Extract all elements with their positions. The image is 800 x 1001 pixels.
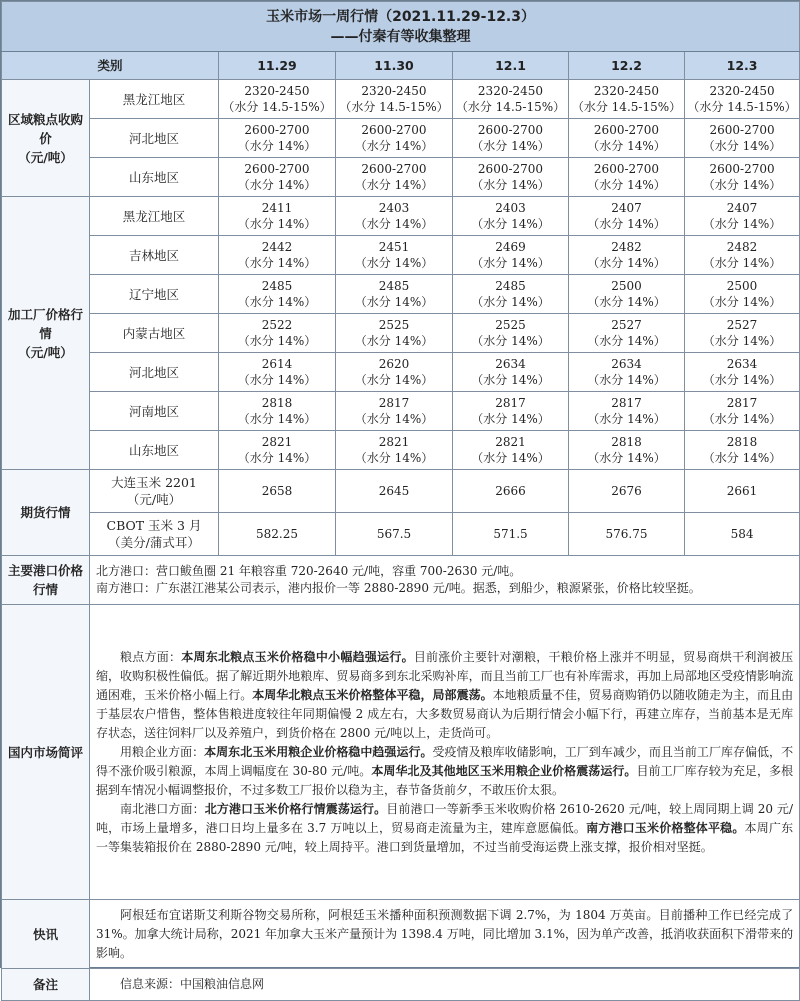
moisture-note: （水分 14%） [237,373,317,387]
futures-value: 582.25 [219,513,336,556]
header-date: 12.1 [453,52,569,80]
price-row [2,119,800,158]
header-row [2,52,800,80]
price-cell [453,119,569,158]
price-cell [569,275,685,314]
price-value: 2614 [261,357,293,371]
price-row [2,314,800,353]
note-text: 信息来源：中国粮油信息网 [120,977,265,991]
moisture-note: （水分 14.5-15%） [339,100,449,114]
region-name: 黑龙江地区 [90,197,219,236]
futures-value: 567.5 [336,513,453,556]
price-value: 2320-2450 [477,84,544,98]
moisture-note: （水分 14%） [587,295,666,309]
regional-purchase-label [2,80,90,197]
price-cell [453,197,569,236]
futures-value: 576.75 [569,513,685,556]
moisture-note: （水分 14%） [587,334,666,348]
moisture-note: （水分 14%） [471,178,550,192]
moisture-note: （水分 14%） [354,373,434,387]
market-paragraph-enterprises [96,743,793,800]
price-value: 2500 [726,279,758,293]
moisture-note: （水分 14%） [587,178,666,192]
futures-label: 期货行情 [2,470,90,556]
price-value: 2600-2700 [477,162,544,176]
moisture-note: （水分 14.5-15%） [455,100,566,114]
futures-name [90,470,219,513]
price-value: 2600-2700 [593,162,660,176]
report-table [1,1,800,1001]
price-cell [219,314,336,353]
price-cell [569,236,685,275]
title-main: 玉米市场一周行情（2021.11.29-12.3） [266,8,535,25]
factory-price-label-line1: 加工厂价格行情 [7,306,83,341]
price-row [2,158,800,197]
price-value: 2600-2700 [361,123,427,137]
price-value: 2817 [726,396,758,410]
regional-purchase-label-line2: （元/吨） [18,149,73,165]
price-cell [219,80,336,119]
price-value: 2320-2450 [709,84,775,98]
futures-value: 2666 [453,470,569,513]
price-cell [336,236,453,275]
price-cell [336,197,453,236]
futures-value: 584 [685,513,800,556]
futures-name-line2: （元/吨） [126,492,182,507]
note-content [90,969,800,1001]
price-cell [336,431,453,470]
price-cell [569,431,685,470]
futures-value: 2658 [219,470,336,513]
header-date: 11.30 [336,52,453,80]
price-value: 2411 [261,201,293,215]
factory-price-label [2,197,90,470]
moisture-note: （水分 14%） [471,295,550,309]
price-cell [336,314,453,353]
futures-value: 2676 [569,470,685,513]
price-value: 2451 [378,240,410,254]
price-value: 2818 [611,435,642,449]
moisture-note: （水分 14%） [237,334,317,348]
moisture-note: （水分 14%） [471,451,550,465]
highlight-text: 北方港口玉米价格行情震荡运行。 [204,801,387,816]
note-label: 备注 [2,969,90,1001]
body-text: 目前港口一等新季玉米收购价格 2610-2620 元/吨，较上周同期上调 20 元/吨，市场上量增多，港口日均上量多在 3.7 万吨以上，贸易商走流量为主，建库意愿偏低。 [96,801,794,835]
price-value: 2403 [495,201,526,215]
highlight-text: 本周东北粮点玉米价格稳中小幅趋强运行。 [181,649,414,664]
price-cell [219,119,336,158]
price-row [2,392,800,431]
body-text: 受疫情及粮库收储影响，工厂到车减少，而且当前工厂库存偏低，不得不涨价吸引粮源，本周上调幅度在 30-80 元/吨。 [96,744,794,778]
price-cell [336,275,453,314]
futures-value: 2661 [685,470,800,513]
price-cell [453,392,569,431]
price-cell [453,158,569,197]
price-value: 2525 [495,318,526,332]
price-value: 2442 [261,240,293,254]
price-cell [569,158,685,197]
price-cell [685,236,800,275]
price-cell [569,119,685,158]
body-text: 本周广东一等集装箱报价在 2880-2890 元/吨，较上周持平。港口到货量增加，不过当前受海运费上涨支撑，报价相对坚挺。 [96,820,794,854]
futures-row [2,513,800,556]
price-value: 2600-2700 [361,162,427,176]
price-cell [569,80,685,119]
moisture-note: （水分 14%） [354,217,434,231]
price-cell [336,80,453,119]
moisture-note: （水分 14%） [471,256,550,270]
highlight-text: 本周东北玉米用粮企业价格稳中趋强运行。 [204,744,433,759]
moisture-note: （水分 14%） [237,178,317,192]
price-value: 2527 [611,318,642,332]
moisture-note: （水分 14.5-15%） [687,100,797,114]
moisture-note: （水分 14%） [471,334,550,348]
moisture-note: （水分 14%） [702,334,782,348]
price-value: 2482 [726,240,758,254]
price-value: 2600-2700 [244,162,310,176]
price-row [2,431,800,470]
market-row [2,605,800,900]
region-name: 河北地区 [90,119,219,158]
price-value: 2600-2700 [477,123,544,137]
moisture-note: （水分 14%） [702,217,782,231]
price-cell [219,392,336,431]
body-text: 用粮企业方面： [120,744,205,759]
report-title [2,2,800,52]
price-cell [453,80,569,119]
price-value: 2407 [726,201,758,215]
body-text: 本地粮质量不佳，贸易商购销仍以随收随走为主，而且由于基层农户惜售，整体售粮进度较往年同期偏慢 2 成左右，大多数贸易商认为后期行情会小幅下行，再建立库存，当前基本是无库存状态，送往饲料厂以及养殖户，到货价格在 2800 元/吨以上，走货尚可。 [96,687,794,740]
ports-label-line2: 行情 [32,582,58,597]
north-port-text: 北方港口：营口鲅鱼圈 21 年粮容重 720-2640 元/吨，容重 700-2630 元/吨。 [96,564,522,578]
moisture-note: （水分 14%） [587,256,666,270]
moisture-note: （水分 14.5-15%） [222,100,332,114]
moisture-note: （水分 14%） [354,295,434,309]
price-value: 2634 [495,357,526,371]
ports-label-line1: 主要港口价格 [7,563,83,578]
region-name: 内蒙古地区 [90,314,219,353]
moisture-note: （水分 14%） [702,412,782,426]
body-text: 目前工厂库存较为充足，多根据到车情况小幅调整报价，不过多数工厂报价以稳为主，春节备货前夕，不敢压价太狠。 [96,763,794,797]
price-value: 2600-2700 [244,123,310,137]
price-cell [685,80,800,119]
factory-price-label-line2: （元/吨） [18,344,73,360]
futures-name [90,513,219,556]
region-name: 黑龙江地区 [90,80,219,119]
price-cell [219,158,336,197]
news-label: 快讯 [2,900,90,969]
price-cell [453,431,569,470]
price-cell [685,275,800,314]
futures-row [2,470,800,513]
moisture-note: （水分 14%） [237,256,317,270]
moisture-note: （水分 14%） [471,412,550,426]
highlight-text: 本周华北及其他地区玉米用粮企业价格震荡运行。 [371,763,637,778]
moisture-note: （水分 14%） [237,139,317,153]
moisture-note: （水分 14%） [354,139,434,153]
price-value: 2527 [726,318,758,332]
moisture-note: （水分 14%） [354,412,434,426]
price-value: 2407 [611,201,642,215]
moisture-note: （水分 14%） [587,139,666,153]
moisture-note: （水分 14%） [471,373,550,387]
price-cell [219,431,336,470]
moisture-note: （水分 14%） [237,451,317,465]
price-row [2,80,800,119]
price-value: 2821 [495,435,526,449]
regional-purchase-section [2,80,800,197]
price-row [2,353,800,392]
price-cell [685,431,800,470]
price-value: 2403 [378,201,410,215]
futures-value: 2645 [336,470,453,513]
price-cell [219,353,336,392]
price-value: 2817 [611,396,642,410]
price-row [2,197,800,236]
moisture-note: （水分 14%） [702,295,782,309]
futures-name-line2: （美分/蒲式耳） [108,535,200,550]
moisture-note: （水分 14%） [237,412,317,426]
price-cell [685,197,800,236]
moisture-note: （水分 14%） [702,178,782,192]
price-cell [685,314,800,353]
price-value: 2620 [378,357,410,371]
price-cell [453,353,569,392]
price-value: 2482 [611,240,642,254]
south-port-text: 南方港口：广东湛江港某公司表示，港内报价一等 2880-2890 元/吨。据悉，到船少，粮源紧张，价格比较坚挺。 [96,581,701,595]
moisture-note: （水分 14%） [702,451,782,465]
news-row [2,900,800,969]
region-name: 河北地区 [90,353,219,392]
news-text: 阿根廷布宜诺斯艾利斯谷物交易所称，阿根廷玉米播种面积预测数据下调 2.7%，为 1804 万英亩。目前播种工作已经完成了 31%。加拿大统计局称，2021 年加拿大玉米产量预计为 1398.4 万吨，同比增加 3.1%，因为单产改善，抵消收获面积下滑带来的影响。 [96,907,794,960]
price-value: 2485 [261,279,293,293]
price-cell [569,353,685,392]
region-name: 辽宁地区 [90,275,219,314]
price-value: 2600-2700 [709,162,775,176]
price-value: 2817 [495,396,526,410]
price-value: 2817 [378,396,410,410]
header-date: 11.29 [219,52,336,80]
body-text: 粮点方面： [120,649,182,664]
price-cell [336,392,453,431]
price-cell [453,314,569,353]
ports-content [90,556,800,605]
price-cell [569,314,685,353]
price-value: 2320-2450 [361,84,427,98]
price-value: 2522 [261,318,293,332]
price-cell [569,197,685,236]
title-author: ——付秦有等收集整理 [330,28,471,45]
price-cell [685,119,800,158]
header-date: 12.2 [569,52,685,80]
price-cell [219,236,336,275]
note-row [2,969,800,1001]
moisture-note: （水分 14%） [587,451,666,465]
price-cell [453,275,569,314]
moisture-note: （水分 14%） [702,373,782,387]
price-value: 2500 [611,279,642,293]
market-label: 国内市场简评 [2,605,90,900]
price-value: 2818 [726,435,758,449]
body-text: 南北港口方面： [120,801,205,816]
factory-price-section [2,197,800,470]
moisture-note: （水分 14%） [354,451,434,465]
header-date: 12.3 [685,52,800,80]
price-value: 2485 [495,279,526,293]
moisture-note: （水分 14.5-15%） [571,100,682,114]
moisture-note: （水分 14%） [702,139,782,153]
price-value: 2525 [378,318,410,332]
price-value: 2485 [378,279,410,293]
futures-name-line1: 大连玉米 2201 [111,475,197,490]
futures-name-line1: CBOT 玉米 3 月 [106,518,202,533]
moisture-note: （水分 14%） [471,139,550,153]
moisture-note: （水分 14%） [471,217,550,231]
moisture-note: （水分 14%） [587,217,666,231]
futures-value: 571.5 [453,513,569,556]
news-content [90,900,800,969]
price-cell [569,392,685,431]
moisture-note: （水分 14%） [702,256,782,270]
price-cell [685,353,800,392]
moisture-note: （水分 14%） [354,256,434,270]
header-category: 类别 [2,52,219,80]
moisture-note: （水分 14%） [354,334,434,348]
region-name: 吉林地区 [90,236,219,275]
ports-label [2,556,90,605]
moisture-note: （水分 14%） [237,217,317,231]
price-value: 2634 [726,357,758,371]
price-cell [336,353,453,392]
moisture-note: （水分 14%） [587,412,666,426]
price-cell [453,236,569,275]
moisture-note: （水分 14%） [237,295,317,309]
price-value: 2821 [261,435,293,449]
ports-row [2,556,800,605]
price-cell [336,158,453,197]
price-cell [685,392,800,431]
region-name: 山东地区 [90,431,219,470]
price-value: 2320-2450 [244,84,310,98]
region-name: 山东地区 [90,158,219,197]
highlight-text: 本周华北粮点玉米价格整体平稳，局部震荡。 [252,687,493,702]
price-row [2,236,800,275]
price-cell [336,119,453,158]
price-value: 2821 [378,435,410,449]
price-value: 2634 [611,357,642,371]
market-content [90,605,800,900]
price-row [2,275,800,314]
price-cell [219,197,336,236]
price-cell [219,275,336,314]
market-paragraph-ports [96,800,793,857]
highlight-text: 南方港口玉米价格整体平稳。 [586,820,745,835]
price-cell [685,158,800,197]
price-value: 2320-2450 [593,84,660,98]
moisture-note: （水分 14%） [587,373,666,387]
market-paragraph-grain-points [96,648,793,743]
regional-purchase-label-line1: 区域粮点收购价 [7,111,83,146]
price-value: 2818 [261,396,293,410]
price-value: 2600-2700 [709,123,775,137]
price-value: 2600-2700 [593,123,660,137]
body-text: 目前涨价主要针对潮粮，干粮价格上涨并不明显，贸易商烘干利润被压缩，收购积极性偏低。据了解近期外地粮库、贸易商多到东北采购补库，而且当前工厂也有补库需求，再加上局部地区受疫情影响流通困难，玉米价格小幅上行。 [96,649,794,702]
price-value: 2469 [495,240,526,254]
region-name: 河南地区 [90,392,219,431]
moisture-note: （水分 14%） [354,178,434,192]
